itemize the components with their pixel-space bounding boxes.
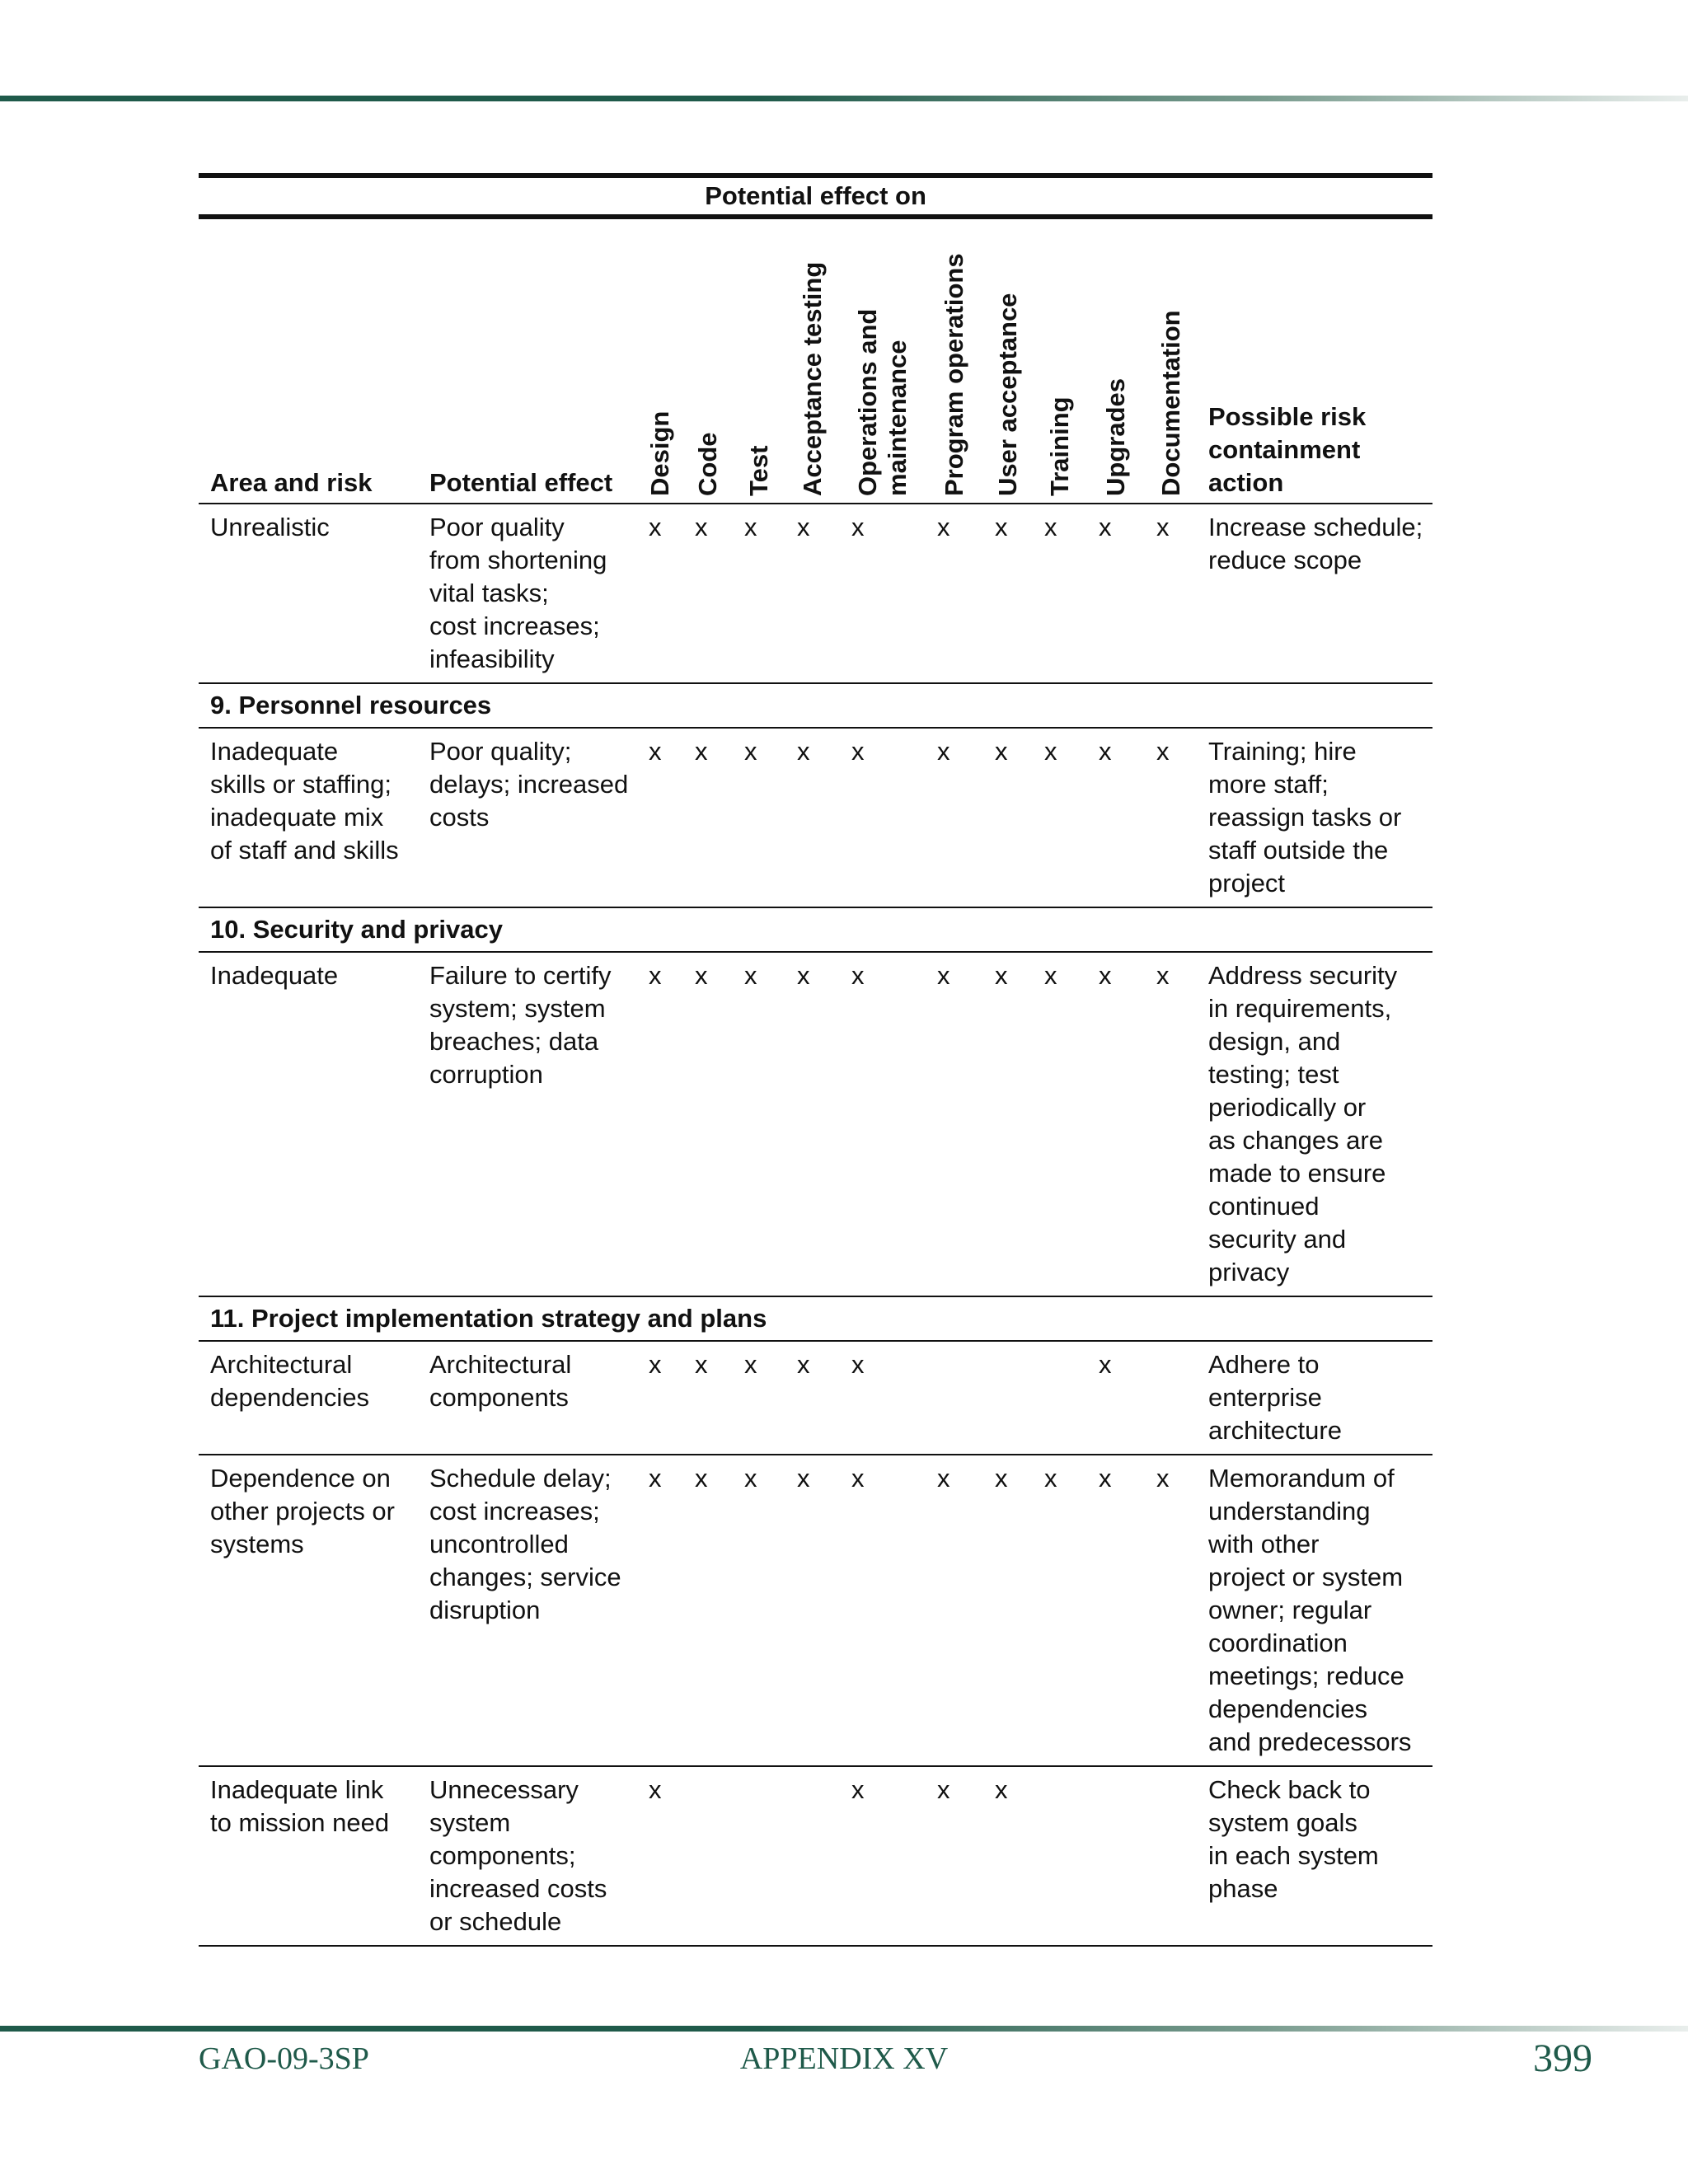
cell-mark-1 bbox=[683, 1766, 733, 1946]
cell-potential-effect: Architectural components bbox=[418, 1341, 637, 1455]
cell-potential-effect: Schedule delay; cost increases; uncontrolled changes; service disruption bbox=[418, 1455, 637, 1766]
cell-potential-effect: Failure to certify system; system breaches; data corruption bbox=[418, 952, 637, 1296]
cell-mark-4: x bbox=[840, 952, 926, 1296]
header-mark-2 bbox=[733, 217, 785, 504]
section-title: 11. Project implementation strategy and plans bbox=[199, 1296, 1432, 1341]
table-row bbox=[199, 952, 1432, 1296]
cell-mark-3: x bbox=[785, 1341, 840, 1455]
table-row bbox=[199, 1766, 1432, 1946]
cell-mark-3: x bbox=[785, 728, 840, 907]
header-mark-label: Test bbox=[744, 445, 773, 496]
cell-mark-0: x bbox=[637, 1455, 683, 1766]
header-mark-label: Operations and maintenance bbox=[853, 308, 912, 496]
bottom-rule bbox=[0, 2026, 1688, 2032]
cell-mark-8: x bbox=[1087, 504, 1145, 683]
cell-mark-1: x bbox=[683, 504, 733, 683]
section-row bbox=[199, 683, 1432, 728]
header-mark-5 bbox=[926, 217, 983, 504]
cell-mark-4: x bbox=[840, 504, 926, 683]
header-action-label: Possible risk containment action bbox=[1208, 402, 1367, 497]
footer-section: APPENDIX XV bbox=[739, 2041, 949, 2076]
cell-mark-6: x bbox=[983, 504, 1033, 683]
cell-mark-6 bbox=[983, 1341, 1033, 1455]
header-mark-label: Program operations bbox=[940, 253, 968, 496]
cell-mark-3: x bbox=[785, 952, 840, 1296]
cell-mark-5: x bbox=[926, 1455, 983, 1766]
header-mark-4 bbox=[840, 217, 926, 504]
cell-mark-2 bbox=[733, 1766, 785, 1946]
section-title: 10. Security and privacy bbox=[199, 907, 1432, 952]
header-mark-label: Acceptance testing bbox=[798, 261, 827, 496]
cell-mark-0: x bbox=[637, 952, 683, 1296]
cell-mark-0: x bbox=[637, 1766, 683, 1946]
cell-mark-8: x bbox=[1087, 952, 1145, 1296]
cell-mark-9: x bbox=[1145, 504, 1197, 683]
header-mark-9 bbox=[1145, 217, 1197, 504]
cell-mark-8 bbox=[1087, 1766, 1145, 1946]
table-row bbox=[199, 504, 1432, 683]
footer-doc-id: GAO-09-3SP bbox=[199, 2041, 369, 2076]
cell-mark-4: x bbox=[840, 1766, 926, 1946]
section-title: 9. Personnel resources bbox=[199, 683, 1432, 728]
cell-mark-6: x bbox=[983, 1766, 1033, 1946]
cell-containment-action: Check back to system goals in each system phase bbox=[1197, 1766, 1432, 1946]
cell-mark-2: x bbox=[733, 1341, 785, 1455]
footer-page-number: 399 bbox=[1533, 2036, 1592, 2080]
header-potential-effect: Potential effect bbox=[418, 217, 637, 504]
cell-mark-3: x bbox=[785, 1455, 840, 1766]
cell-area-and-risk: Architectural dependencies bbox=[199, 1341, 418, 1455]
cell-mark-5 bbox=[926, 1341, 983, 1455]
cell-mark-2: x bbox=[733, 728, 785, 907]
cell-mark-5: x bbox=[926, 504, 983, 683]
super-header-row bbox=[199, 176, 1432, 217]
cell-mark-2: x bbox=[733, 1455, 785, 1766]
cell-mark-3 bbox=[785, 1766, 840, 1946]
cell-mark-3: x bbox=[785, 504, 840, 683]
cell-mark-1: x bbox=[683, 952, 733, 1296]
header-mark-6 bbox=[983, 217, 1033, 504]
header-mark-label: Documentation bbox=[1156, 310, 1185, 496]
cell-mark-1: x bbox=[683, 1341, 733, 1455]
cell-mark-7: x bbox=[1033, 952, 1087, 1296]
cell-potential-effect: Poor quality; delays; increased costs bbox=[418, 728, 637, 907]
cell-mark-9 bbox=[1145, 1341, 1197, 1455]
table-row bbox=[199, 1341, 1432, 1455]
cell-mark-1: x bbox=[683, 728, 733, 907]
top-rule bbox=[0, 96, 1688, 101]
header-mark-label: Training bbox=[1045, 396, 1074, 496]
cell-mark-4: x bbox=[840, 728, 926, 907]
cell-containment-action: Address security in requirements, design, and testing; test periodically or as changes are made to ensure continued security and privacy bbox=[1197, 952, 1432, 1296]
cell-mark-9: x bbox=[1145, 728, 1197, 907]
cell-mark-6: x bbox=[983, 728, 1033, 907]
cell-mark-7: x bbox=[1033, 1455, 1087, 1766]
header-possible-risk-containment-action bbox=[1197, 217, 1432, 504]
cell-area-and-risk: Unrealistic bbox=[199, 504, 418, 683]
header-mark-label: Design bbox=[645, 410, 674, 496]
column-header-row bbox=[199, 217, 1432, 504]
header-mark-label: Code bbox=[693, 432, 722, 496]
table-body bbox=[199, 504, 1432, 1946]
risk-table bbox=[199, 173, 1432, 1947]
section-row bbox=[199, 907, 1432, 952]
cell-mark-9 bbox=[1145, 1766, 1197, 1946]
header-mark-label: User acceptance bbox=[993, 293, 1022, 496]
cell-containment-action: Memorandum of understanding with other project or system owner; regular coordination meetings; reduce dependencies and predecessors bbox=[1197, 1455, 1432, 1766]
cell-mark-0: x bbox=[637, 504, 683, 683]
cell-area-and-risk: Inadequate link to mission need bbox=[199, 1766, 418, 1946]
cell-mark-5: x bbox=[926, 728, 983, 907]
cell-mark-8: x bbox=[1087, 1455, 1145, 1766]
cell-mark-0: x bbox=[637, 728, 683, 907]
cell-mark-6: x bbox=[983, 1455, 1033, 1766]
cell-mark-8: x bbox=[1087, 728, 1145, 907]
header-mark-0 bbox=[637, 217, 683, 504]
page-footer bbox=[0, 2036, 1688, 2085]
cell-area-and-risk: Inadequate bbox=[199, 952, 418, 1296]
header-mark-1 bbox=[683, 217, 733, 504]
cell-potential-effect: Unnecessary system components; increased costs or schedule bbox=[418, 1766, 637, 1946]
section-row bbox=[199, 1296, 1432, 1341]
cell-mark-9: x bbox=[1145, 952, 1197, 1296]
cell-containment-action: Increase schedule; reduce scope bbox=[1197, 504, 1432, 683]
cell-mark-0: x bbox=[637, 1341, 683, 1455]
cell-mark-7: x bbox=[1033, 504, 1087, 683]
cell-mark-7 bbox=[1033, 1766, 1087, 1946]
cell-mark-2: x bbox=[733, 952, 785, 1296]
table-row bbox=[199, 1455, 1432, 1766]
header-mark-3 bbox=[785, 217, 840, 504]
cell-containment-action: Adhere to enterprise architecture bbox=[1197, 1341, 1432, 1455]
cell-area-and-risk: Dependence on other projects or systems bbox=[199, 1455, 418, 1766]
table-row bbox=[199, 728, 1432, 907]
cell-mark-4: x bbox=[840, 1455, 926, 1766]
cell-containment-action: Training; hire more staff; reassign tasks or staff outside the project bbox=[1197, 728, 1432, 907]
cell-mark-9: x bbox=[1145, 1455, 1197, 1766]
header-mark-label: Upgrades bbox=[1101, 378, 1130, 496]
header-mark-8 bbox=[1087, 217, 1145, 504]
cell-mark-4: x bbox=[840, 1341, 926, 1455]
cell-mark-8: x bbox=[1087, 1341, 1145, 1455]
header-area-and-risk: Area and risk bbox=[199, 217, 418, 504]
cell-mark-7 bbox=[1033, 1341, 1087, 1455]
cell-area-and-risk: Inadequate skills or staffing; inadequate mix of staff and skills bbox=[199, 728, 418, 907]
cell-mark-5: x bbox=[926, 1766, 983, 1946]
cell-mark-7: x bbox=[1033, 728, 1087, 907]
super-heading: Potential effect on bbox=[199, 176, 1432, 217]
cell-mark-5: x bbox=[926, 952, 983, 1296]
header-mark-7 bbox=[1033, 217, 1087, 504]
cell-mark-6: x bbox=[983, 952, 1033, 1296]
cell-mark-1: x bbox=[683, 1455, 733, 1766]
cell-potential-effect: Poor quality from shortening vital tasks; cost increases; infeasibility bbox=[418, 504, 637, 683]
cell-mark-2: x bbox=[733, 504, 785, 683]
